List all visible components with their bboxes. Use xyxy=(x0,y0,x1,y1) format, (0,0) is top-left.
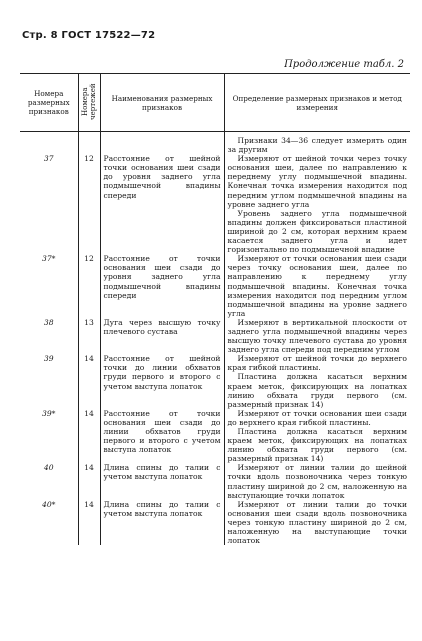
feature-name: Расстояние от шейной точки до линии обхватов груди первого и второго с учетом выступа лопаток xyxy=(100,354,224,409)
definition-paragraph: Измеряют от шейной точки до верхнего края гибкой пластины. xyxy=(227,354,407,373)
feature-number: 39 xyxy=(43,354,54,364)
table-row xyxy=(20,354,410,409)
figure-number: 14 xyxy=(78,463,100,499)
figure-number: 13 xyxy=(78,318,100,354)
measurements-table xyxy=(20,73,410,545)
definition-paragraph: Измеряют от шейной точки через точку основания шеи, далее по направлению к переднему углу подмышечной впадины. Конечная точка измерения находится под передним углом подмышечной впадины на уровне заднего угла xyxy=(227,154,407,209)
definition-paragraph: Уровень заднего угла подмышечной впадины должен фиксироваться пластиной шириной до 2 см, которая верхним краем касается заднего угла и идет горизонтально по подмышечной впадине xyxy=(227,208,407,255)
table-row xyxy=(20,154,410,254)
definition-paragraph: Измеряют от точки основания шеи сзади через точку основания шеи, далее по направлению к переднему углу подмышечной впадины. Конечная точка измерения находится под передним углом подмышечной впадины на уровне заднего угла xyxy=(227,254,407,318)
table-continuation-label: Продолжение табл. 2 xyxy=(284,59,404,70)
intro-note: Признаки 34—36 следует измерять один за другим xyxy=(227,136,407,155)
col-header-feature-number: Номера размерных признаков xyxy=(20,74,78,132)
table-intro-row xyxy=(20,136,410,154)
feature-number: 39* xyxy=(42,408,56,418)
feature-number: 40* xyxy=(42,499,56,509)
col-header-figure-number-text: Номера чертежей xyxy=(81,83,97,120)
figure-number: 12 xyxy=(78,154,100,254)
figure-number: 14 xyxy=(78,354,100,409)
col-header-figure-number xyxy=(78,74,100,132)
col-header-feature-name: Наименования размерных признаков xyxy=(100,74,224,132)
table-row xyxy=(20,318,410,354)
definition-paragraph: Измеряют от точки основания шеи сзади до верхнего края гибкой пластины. xyxy=(227,408,407,427)
table-header-row xyxy=(20,74,410,132)
page-header: Стр. 8 ГОСТ 17522—72 xyxy=(22,30,156,41)
feature-number: 40 xyxy=(43,463,54,473)
definition-paragraph: Пластина должна касаться верхним краем меток, фиксирующих на лопатках линию обхвата груди первого (см. размерный признак 14) xyxy=(227,372,407,409)
figure-number: 12 xyxy=(78,254,100,318)
feature-name: Расстояние от шейной точки основания шеи сзади до уровня заднего угла подмышечной впадины спереди xyxy=(100,154,224,254)
definition-paragraph: Измеряют от линии талии до точки основания шеи сзади вдоль позвоночника через тонкую пластину шириной до 2 см, наложенную на выступающие точки лопаток xyxy=(227,499,407,546)
figure-number: 14 xyxy=(78,409,100,464)
definition-paragraph: Пластина должна касаться верхним краем меток, фиксирующих на лопатках линию обхвата груди первого (см. размерный признак 14) xyxy=(227,427,407,464)
feature-number: 37 xyxy=(43,154,54,164)
figure-number: 14 xyxy=(78,500,100,545)
feature-name: Расстояние от точки основания шеи сзади до уровня заднего угла подмышечной впадины спереди xyxy=(100,254,224,318)
table-row xyxy=(20,463,410,499)
feature-name: Длина спины до талии с учетом выступа лопаток xyxy=(100,500,224,545)
feature-name: Дуга через высшую точку плечевого сустава xyxy=(100,318,224,354)
table-row xyxy=(20,409,410,464)
feature-number: 38 xyxy=(43,317,54,327)
definition-paragraph: Измеряют в вертикальной плоскости от заднего угла подмышечной впадины через высшую точку плечевого сустава до уровня заднего угла спереди под передним углом xyxy=(227,317,407,355)
feature-name: Расстояние от точки основания шеи сзади до линии обхватов груди первого и второго с учетом выступа лопаток xyxy=(100,409,224,464)
table-row xyxy=(20,254,410,318)
definition-paragraph: Измеряют от линии талии до шейной точки вдоль позвоночника через тонкую пластину шириной до 2 см, наложенную на выступающие точки лопаток xyxy=(227,463,407,500)
feature-number: 37* xyxy=(42,254,56,264)
col-header-definition: Определение размерных признаков и метод измерения xyxy=(224,74,410,132)
table-row xyxy=(20,500,410,545)
feature-name: Длина спины до талии с учетом выступа лопаток xyxy=(100,463,224,499)
